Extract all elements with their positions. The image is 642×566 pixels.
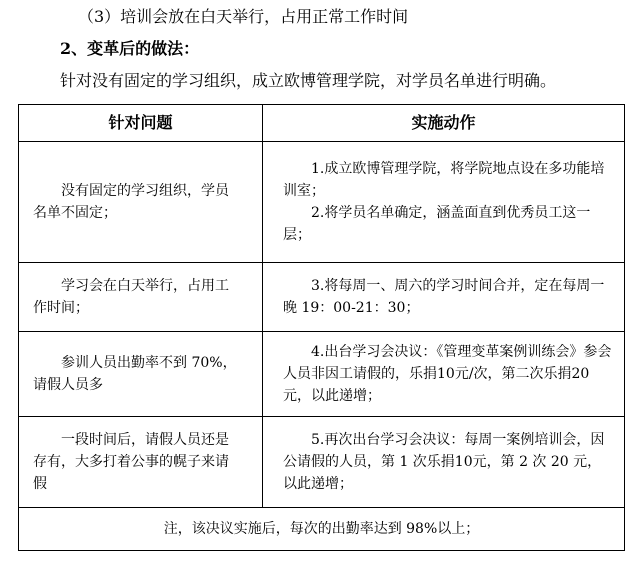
- action-cell: 5.再次出台学习会决议：每周一案例培训会，因公请假的人员，第 1 次乐捐10元，第 2 次 20 元，以此递增；: [263, 417, 625, 508]
- table-row: [19, 417, 625, 508]
- header-issue: 针对问题: [19, 105, 263, 142]
- issue-cell: 没有固定的学习组织，学员名单不固定；: [19, 142, 263, 263]
- table-row: [19, 263, 625, 332]
- issue-cell: 学习会在白天举行，占用工作时间；: [19, 263, 263, 332]
- section-heading: 2、变革后的做法：: [60, 39, 200, 58]
- action-cell: 4.出台学习会决议：《管理变革案例训练会》参会人员非因工请假的，乐捐10元/次，第二次乐捐20元，以此递增；: [263, 332, 625, 417]
- table-note-row: [19, 508, 625, 551]
- attendance-note: 注，该决议实施后，每次的出勤率达到 98%以上；: [19, 508, 625, 551]
- intro-line-solution: 针对没有固定的学习组织，成立欧博管理学院，对学员名单进行明确。: [60, 71, 557, 90]
- action-cell: [263, 142, 625, 263]
- issue-cell: 参训人员出勤率不到 70%，请假人员多: [19, 332, 263, 417]
- action-item: 2.将学员名单确定，涵盖面直到优秀员工这一层；: [283, 205, 591, 243]
- action-item: 1.成立欧博管理学院，将学院地点设在多功能培训室；: [283, 161, 605, 199]
- table-row: [19, 142, 625, 263]
- measures-table: [18, 104, 625, 551]
- table-header-row: [19, 105, 625, 142]
- action-cell: 3.将每周一、周六的学习时间合并，定在每周一晚 19：00-21：30；: [263, 263, 625, 332]
- table-row: [19, 332, 625, 417]
- issue-cell: 一段时间后，请假人员还是存有，大多打着公事的幌子来请假: [19, 417, 263, 508]
- header-action: 实施动作: [263, 105, 625, 142]
- intro-line-training-daytime: （3）培训会放在白天举行，占用正常工作时间: [78, 7, 409, 26]
